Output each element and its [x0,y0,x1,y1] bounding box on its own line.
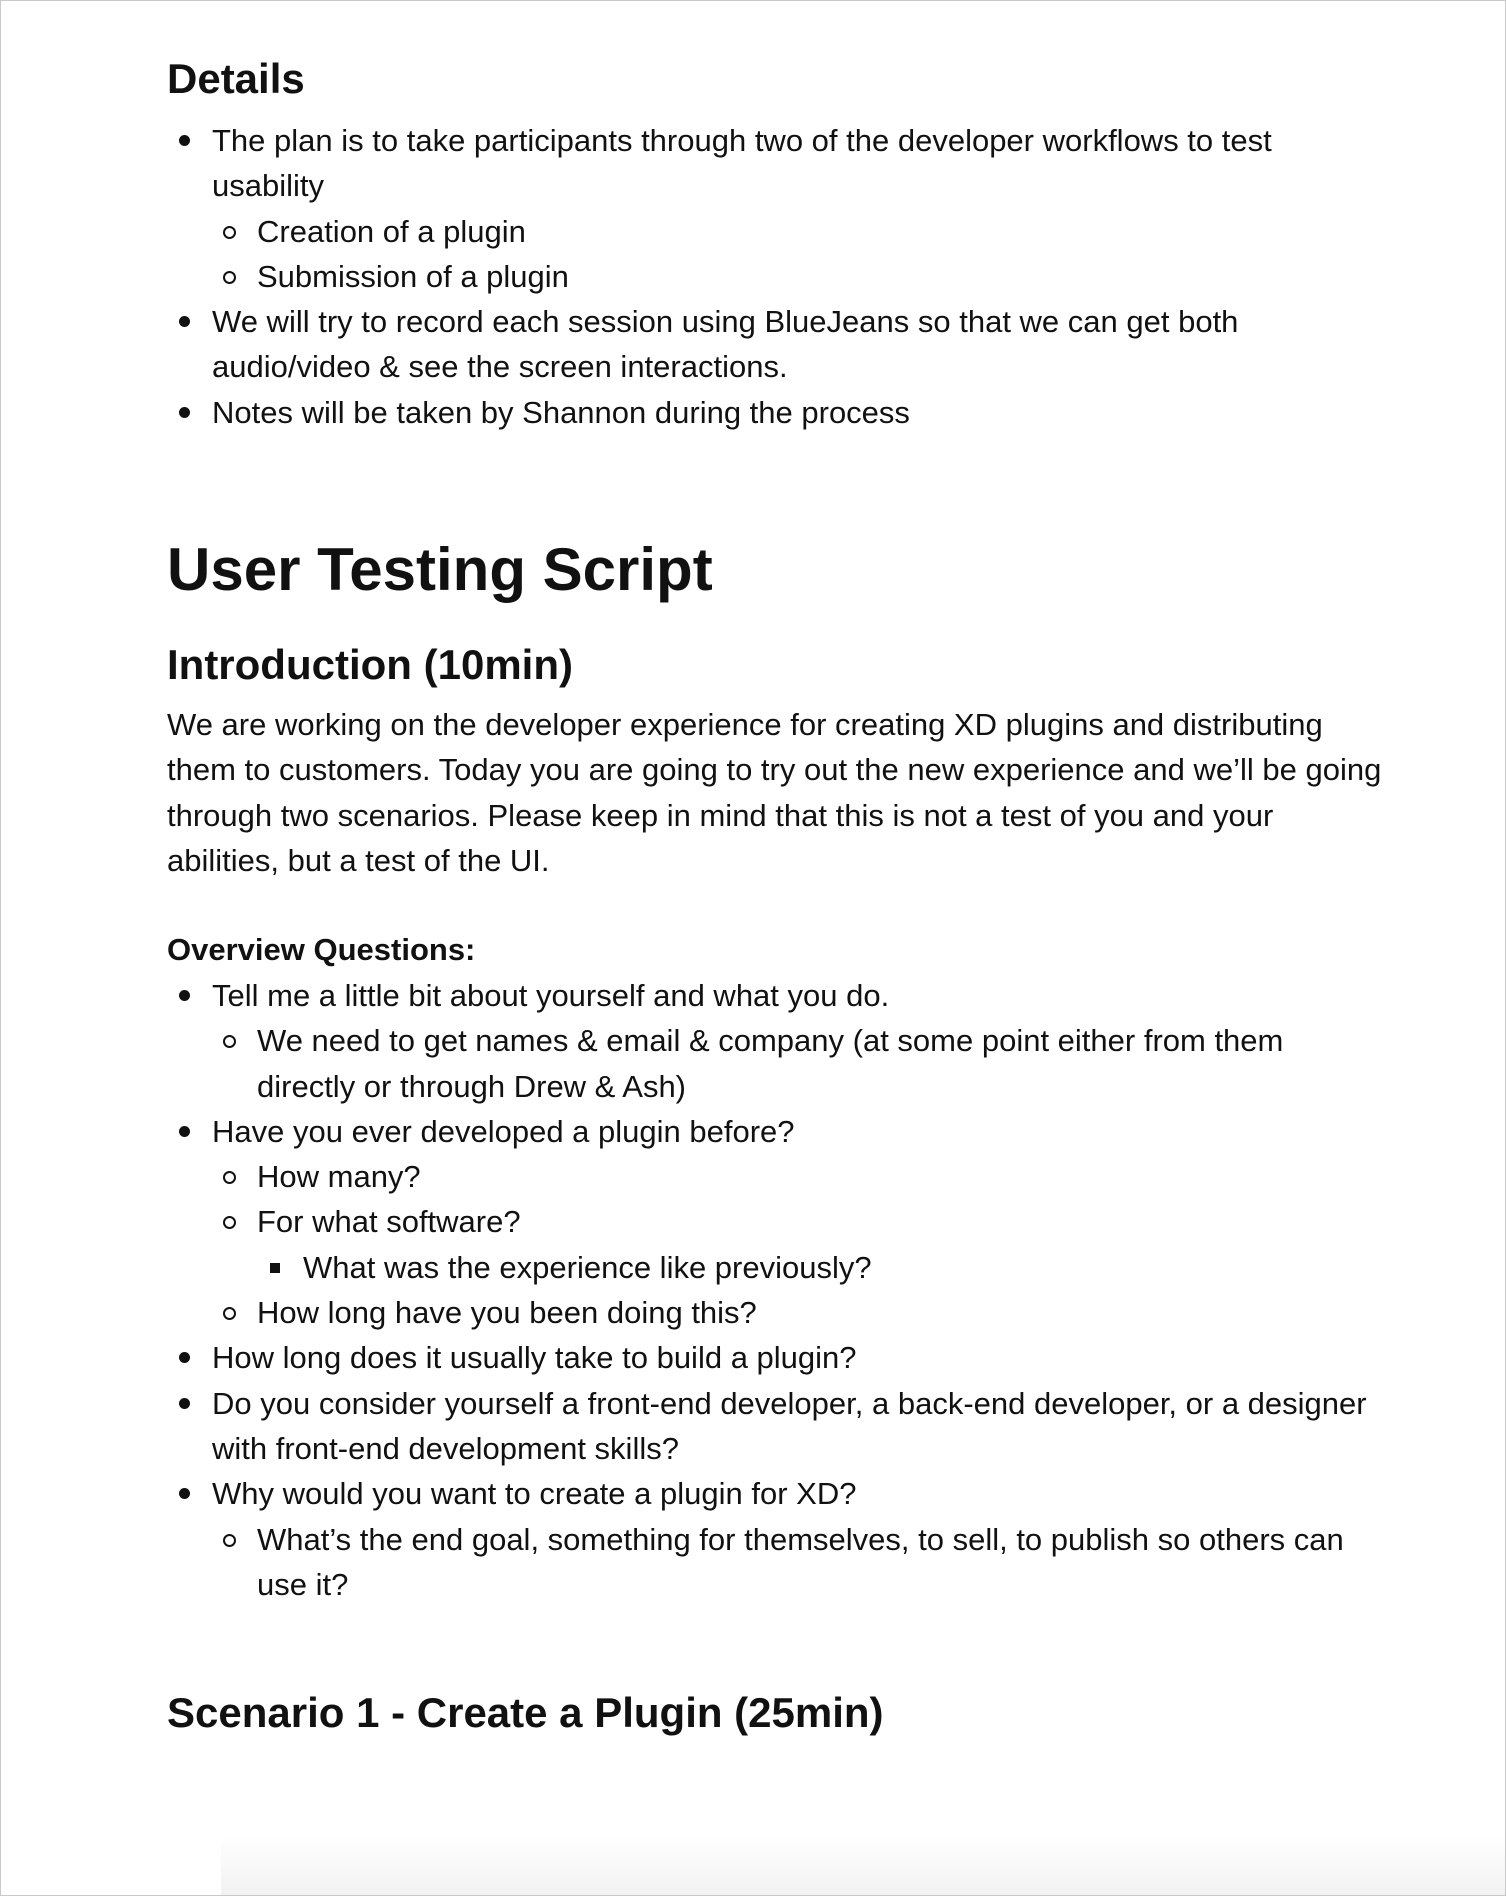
list-item: Submission of a plugin [167,254,1387,299]
bullet-disc-icon [179,990,190,1001]
bullet-disc-icon [179,135,190,146]
scenario-1-heading: Scenario 1 - Create a Plugin (25min) [167,1689,884,1736]
bullet-circle-icon [223,1534,236,1547]
bullet-circle-icon [223,1171,236,1184]
list-item: The plan is to take participants through two of the developer workflows to test usability [167,118,1387,209]
bullet-disc-icon [179,407,190,418]
overview-questions-label: Overview Questions: [167,932,476,967]
list-item: What was the experience like previously? [167,1245,1387,1290]
list-item: For what software? [167,1199,1387,1244]
list-item: How long does it usually take to build a plugin? [167,1335,1387,1380]
overview-questions-list [167,973,1387,1607]
list-item: Creation of a plugin [167,209,1387,254]
bullet-disc-icon [179,1488,190,1499]
list-item: Tell me a little bit about yourself and what you do. [167,973,1387,1018]
list-item: Notes will be taken by Shannon during the process [167,390,1387,435]
list-item: We will try to record each session using BlueJeans so that we can get both audio/video & see the screen interactions. [167,299,1387,390]
bullet-square-icon [270,1263,280,1273]
introduction-heading: Introduction (10min) [167,641,573,688]
bullet-disc-icon [179,316,190,327]
details-heading: Details [167,55,305,102]
bullet-circle-icon [223,1035,236,1048]
bullet-circle-icon [223,1216,236,1229]
bullet-disc-icon [179,1352,190,1363]
page-title: User Testing Script [167,536,713,603]
list-item: Have you ever developed a plugin before? [167,1109,1387,1154]
introduction-paragraph: We are working on the developer experience for creating XD plugins and distributing them to customers. Today you are going to try out the new experience and we’ll be going through two scenarios. Please keep in mind that this is not a test of you and your abilities, but a test of the UI. [167,707,1382,878]
list-item: Why would you want to create a plugin for XD? [167,1471,1387,1516]
bullet-circle-icon [223,226,236,239]
list-item: What’s the end goal, something for themselves, to sell, to publish so others can use it? [167,1517,1387,1608]
page-bottom-shadow [221,1835,1505,1895]
bullet-circle-icon [223,1307,236,1320]
bullet-circle-icon [223,271,236,284]
list-item: Do you consider yourself a front-end developer, a back-end developer, or a designer with front-end development skills? [167,1381,1387,1472]
bullet-disc-icon [179,1126,190,1137]
details-list [167,118,1387,435]
list-item: We need to get names & email & company (at some point either from them directly or through Drew & Ash) [167,1018,1387,1109]
bullet-disc-icon [179,1398,190,1409]
list-item: How long have you been doing this? [167,1290,1387,1335]
list-item: How many? [167,1154,1387,1199]
